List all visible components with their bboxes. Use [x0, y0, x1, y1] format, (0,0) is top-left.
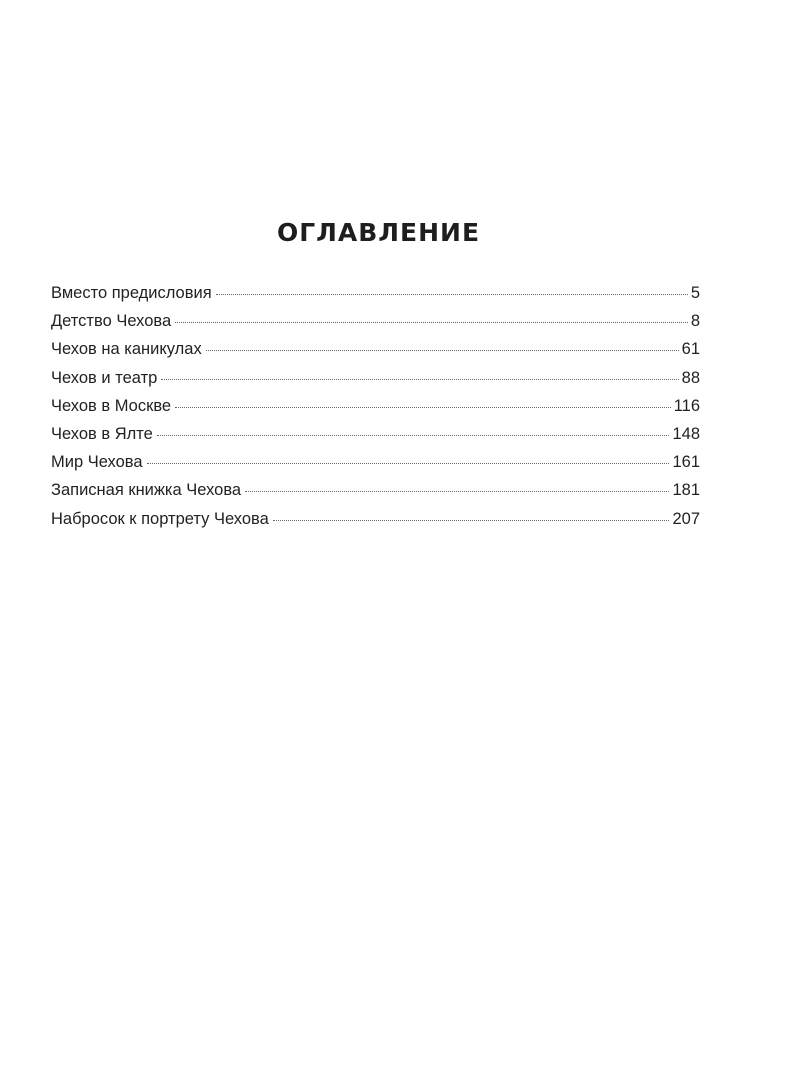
toc-entry: [51, 453, 700, 481]
toc-page-number: 116: [673, 396, 700, 415]
table-of-contents: [51, 284, 700, 538]
dot-leader: [175, 407, 671, 408]
toc-entry-title: Мир Чехова: [51, 453, 143, 472]
dot-leader: [157, 435, 670, 436]
toc-entry-title: Набросок к портрету Чехова: [51, 509, 269, 528]
dot-leader: [245, 491, 669, 492]
toc-entry: [51, 425, 700, 453]
dot-leader: [206, 350, 679, 351]
toc-entry: [51, 312, 700, 340]
toc-page-number: 61: [681, 340, 700, 359]
toc-entry-title: Чехов и театр: [51, 368, 158, 387]
toc-heading: ОГЛАВЛЕНИЕ: [276, 218, 481, 247]
toc-entry-title: Вместо предисловия: [51, 284, 212, 302]
toc-entry: [51, 481, 700, 509]
toc-page-number: 181: [672, 481, 700, 500]
toc-entry-title: Записная книжка Чехова: [51, 481, 242, 500]
dot-leader: [216, 294, 688, 295]
dot-leader: [175, 322, 688, 323]
toc-entry: [51, 510, 700, 538]
toc-entry: [51, 284, 700, 312]
toc-page-number: 88: [681, 368, 700, 387]
dot-leader: [147, 463, 670, 464]
toc-entry-title: Детство Чехова: [51, 312, 172, 331]
toc-page-number: 8: [690, 312, 700, 331]
dot-leader: [161, 379, 678, 380]
toc-page-number: 148: [672, 424, 700, 443]
toc-entry: [51, 397, 700, 425]
toc-page-number: 207: [672, 509, 700, 528]
toc-page-number: 5: [690, 284, 700, 302]
toc-entry-title: Чехов на каникулах: [51, 340, 202, 359]
toc-entry-title: Чехов в Москве: [51, 396, 172, 415]
toc-page-number: 161: [672, 453, 700, 472]
toc-entry: [51, 369, 700, 397]
toc-entry-title: Чехов в Ялте: [51, 424, 153, 443]
toc-entry: [51, 340, 700, 368]
dot-leader: [273, 520, 670, 521]
